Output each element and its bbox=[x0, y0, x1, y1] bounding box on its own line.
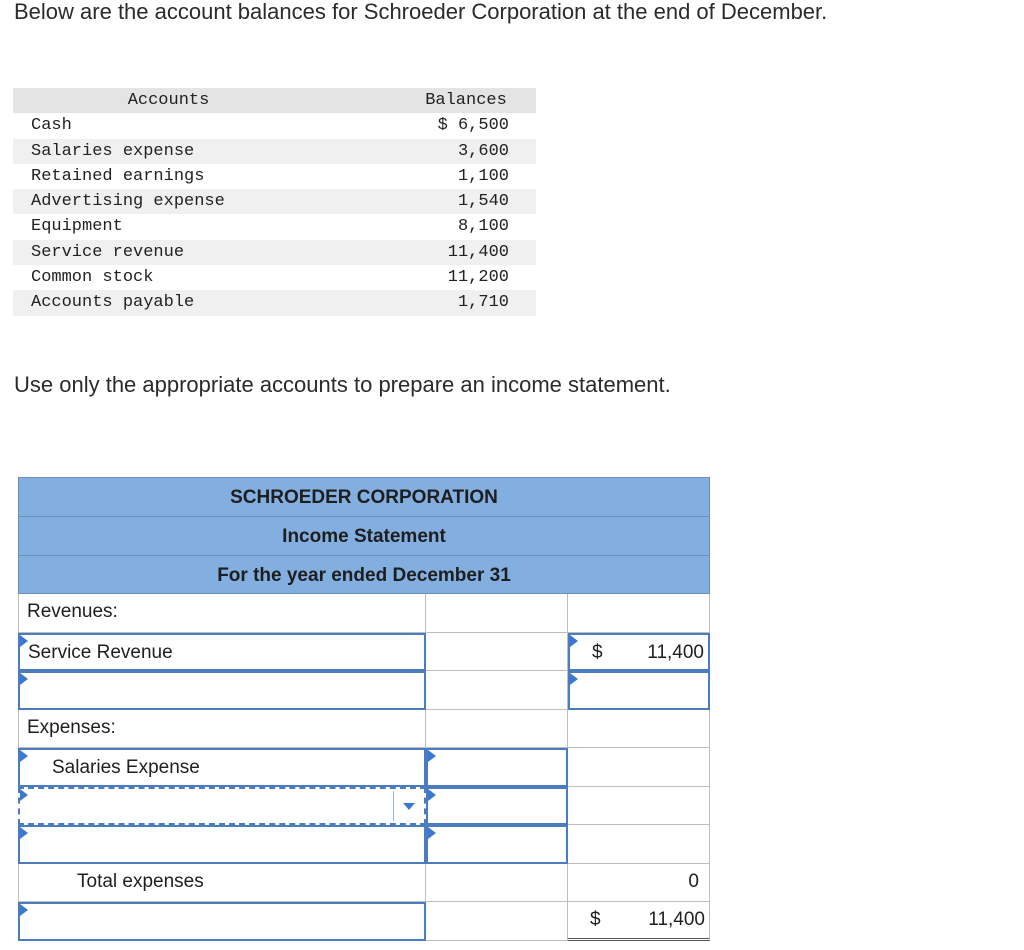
revenues-label-cell bbox=[18, 594, 426, 633]
table-row bbox=[13, 214, 536, 239]
account-name: Retained earnings bbox=[31, 166, 205, 186]
account-balance: 11,400 bbox=[447, 242, 509, 262]
revenue-account-text: Service Revenue bbox=[28, 641, 173, 663]
account-balance: 3,600 bbox=[457, 141, 509, 161]
table-row bbox=[18, 633, 710, 672]
expenses-label-cell bbox=[18, 710, 426, 749]
revenue-account-input[interactable] bbox=[18, 633, 426, 672]
empty-cell bbox=[426, 633, 568, 672]
triangle-marker-icon bbox=[20, 750, 28, 762]
total-expenses-label: Total expenses bbox=[77, 870, 204, 892]
table-row bbox=[13, 189, 536, 214]
expense-amount-input-2[interactable] bbox=[426, 787, 568, 826]
triangle-marker-icon bbox=[570, 673, 578, 685]
table-row bbox=[13, 139, 536, 164]
net-income-cell bbox=[568, 902, 710, 941]
expense-account-input[interactable] bbox=[18, 748, 426, 787]
statement-period: For the year ended December 31 bbox=[18, 555, 710, 594]
empty-cell bbox=[426, 864, 568, 903]
revenue-amount-input-2[interactable] bbox=[568, 671, 710, 710]
triangle-marker-icon bbox=[20, 635, 28, 647]
table-row bbox=[18, 748, 710, 787]
dollar-sign: $ bbox=[590, 909, 601, 930]
revenue-amount: 11,400 bbox=[647, 641, 704, 663]
table-row bbox=[13, 265, 536, 290]
chevron-down-icon[interactable] bbox=[393, 791, 424, 821]
triangle-marker-icon bbox=[20, 673, 28, 685]
expenses-label: Expenses: bbox=[27, 716, 116, 738]
revenue-amount-input[interactable] bbox=[568, 633, 710, 672]
empty-cell bbox=[426, 594, 568, 633]
empty-cell bbox=[568, 787, 710, 826]
expense-amount-input-3[interactable] bbox=[426, 825, 568, 864]
triangle-marker-icon bbox=[570, 635, 578, 647]
table-row bbox=[13, 290, 536, 315]
expense-amount-input[interactable] bbox=[426, 748, 568, 787]
table-row bbox=[18, 902, 710, 941]
triangle-marker-icon bbox=[428, 750, 436, 762]
account-balance: 1,540 bbox=[457, 192, 509, 212]
table-row bbox=[18, 671, 710, 710]
total-expenses-cell bbox=[568, 864, 710, 903]
account-name: Cash bbox=[31, 116, 72, 136]
triangle-marker-icon bbox=[20, 789, 28, 801]
triangle-marker-icon bbox=[20, 827, 28, 839]
company-name: SCHROEDER CORPORATION bbox=[18, 477, 710, 516]
account-name: Accounts payable bbox=[31, 293, 195, 313]
empty-cell bbox=[568, 825, 710, 864]
statement-grid bbox=[18, 594, 710, 941]
table-row bbox=[18, 825, 710, 864]
intro-text: Below are the account balances for Schroeder Corporation at the end of December. bbox=[14, 0, 828, 24]
table-row bbox=[18, 787, 710, 826]
expense-account-text: Salaries Expense bbox=[52, 757, 200, 778]
account-name: Common stock bbox=[31, 268, 154, 288]
total-expenses-label-cell bbox=[18, 864, 426, 903]
triangle-marker-icon bbox=[428, 827, 436, 839]
revenue-account-input-2[interactable] bbox=[18, 671, 426, 710]
balances-header bbox=[13, 88, 536, 113]
revenues-label: Revenues: bbox=[27, 601, 118, 622]
empty-cell bbox=[568, 594, 710, 633]
expense-account-dropdown[interactable] bbox=[18, 787, 426, 826]
header-accounts: Accounts bbox=[127, 91, 210, 110]
table-row bbox=[13, 113, 536, 138]
empty-cell bbox=[568, 710, 710, 749]
account-balance: 8,100 bbox=[457, 217, 509, 237]
balances-table bbox=[13, 88, 536, 316]
table-row bbox=[13, 164, 536, 189]
dollar-sign: $ bbox=[592, 641, 603, 663]
statement-title: Income Statement bbox=[18, 516, 710, 555]
account-name: Advertising expense bbox=[31, 192, 225, 212]
empty-cell bbox=[426, 902, 568, 941]
empty-cell bbox=[568, 748, 710, 787]
net-income-amount: 11,400 bbox=[648, 909, 705, 930]
net-income-label-input[interactable] bbox=[18, 902, 426, 941]
total-expenses-value: 0 bbox=[688, 870, 699, 892]
table-row bbox=[18, 594, 710, 633]
account-name: Service revenue bbox=[31, 242, 185, 262]
expense-account-input-3[interactable] bbox=[18, 825, 426, 864]
account-name: Equipment bbox=[31, 217, 123, 237]
triangle-marker-icon bbox=[20, 904, 28, 916]
instruction-text: Use only the appropriate accounts to prepare an income statement. bbox=[14, 372, 671, 397]
account-name: Salaries expense bbox=[31, 141, 195, 161]
income-statement bbox=[18, 477, 710, 941]
table-row bbox=[13, 240, 536, 265]
account-balance: 11,200 bbox=[447, 268, 509, 288]
empty-cell bbox=[426, 710, 568, 749]
header-balances: Balances bbox=[425, 91, 507, 110]
account-balance: 1,710 bbox=[457, 293, 509, 313]
account-balance: 1,100 bbox=[457, 166, 509, 186]
table-row bbox=[18, 710, 710, 749]
empty-cell bbox=[426, 671, 568, 710]
account-balance: $ 6,500 bbox=[437, 116, 509, 136]
table-row bbox=[18, 864, 710, 903]
triangle-marker-icon bbox=[428, 789, 436, 801]
